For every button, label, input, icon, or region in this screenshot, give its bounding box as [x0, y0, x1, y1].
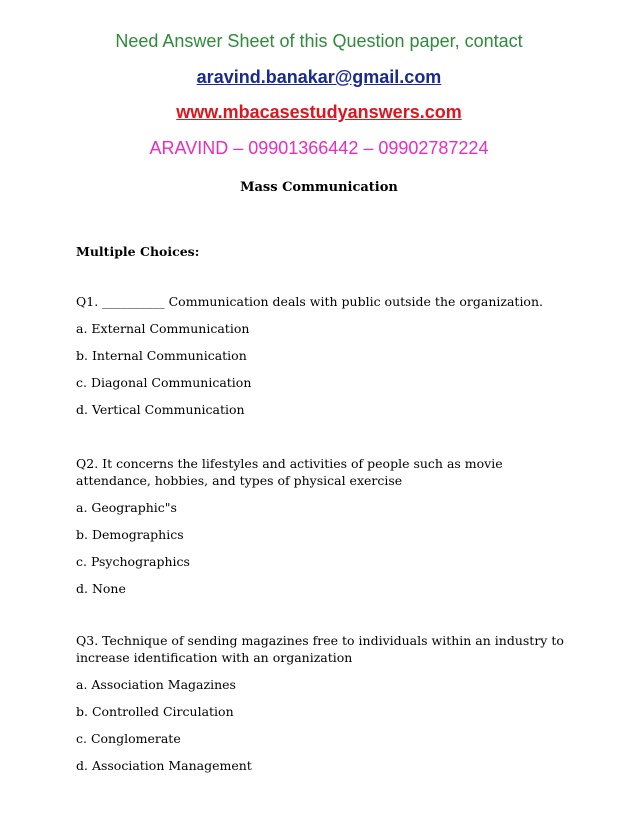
- q2-option-c: c. Psychographics: [76, 554, 190, 569]
- email-link[interactable]: aravind.banakar@gmail.com: [196, 67, 442, 87]
- q2-option-b: b. Demographics: [76, 527, 184, 542]
- website-link[interactable]: www.mbacasestudyanswers.com: [176, 102, 462, 122]
- question-2: Q2. It concerns the lifestyles and activities of people such as movie attendance, hobbies, and types of physical exercise: [76, 456, 503, 488]
- q1-option-a: a. External Communication: [76, 321, 250, 336]
- document-title: Mass Communication: [240, 180, 398, 195]
- q3-option-c: c. Conglomerate: [76, 731, 181, 746]
- section-heading: Multiple Choices:: [76, 244, 200, 259]
- q2-option-a: a. Geographic"s: [76, 500, 177, 515]
- contact-line: Need Answer Sheet of this Question paper, contact: [115, 31, 523, 51]
- q1-option-c: c. Diagonal Communication: [76, 375, 252, 390]
- q1-option-d: d. Vertical Communication: [76, 402, 245, 417]
- q1-option-b: b. Internal Communication: [76, 348, 247, 363]
- q3-option-d: d. Association Management: [76, 758, 252, 773]
- question-3: Q3. Technique of sending magazines free to individuals within an industry to increase identification with an organization: [76, 633, 564, 665]
- phone-line: ARAVIND – 09901366442 – 09902787224: [149, 138, 489, 158]
- q3-option-b: b. Controlled Circulation: [76, 704, 234, 719]
- q3-option-a: a. Association Magazines: [76, 677, 236, 692]
- q2-option-d: d. None: [76, 581, 126, 596]
- question-1: Q1. __________ Communication deals with public outside the organization.: [76, 294, 543, 309]
